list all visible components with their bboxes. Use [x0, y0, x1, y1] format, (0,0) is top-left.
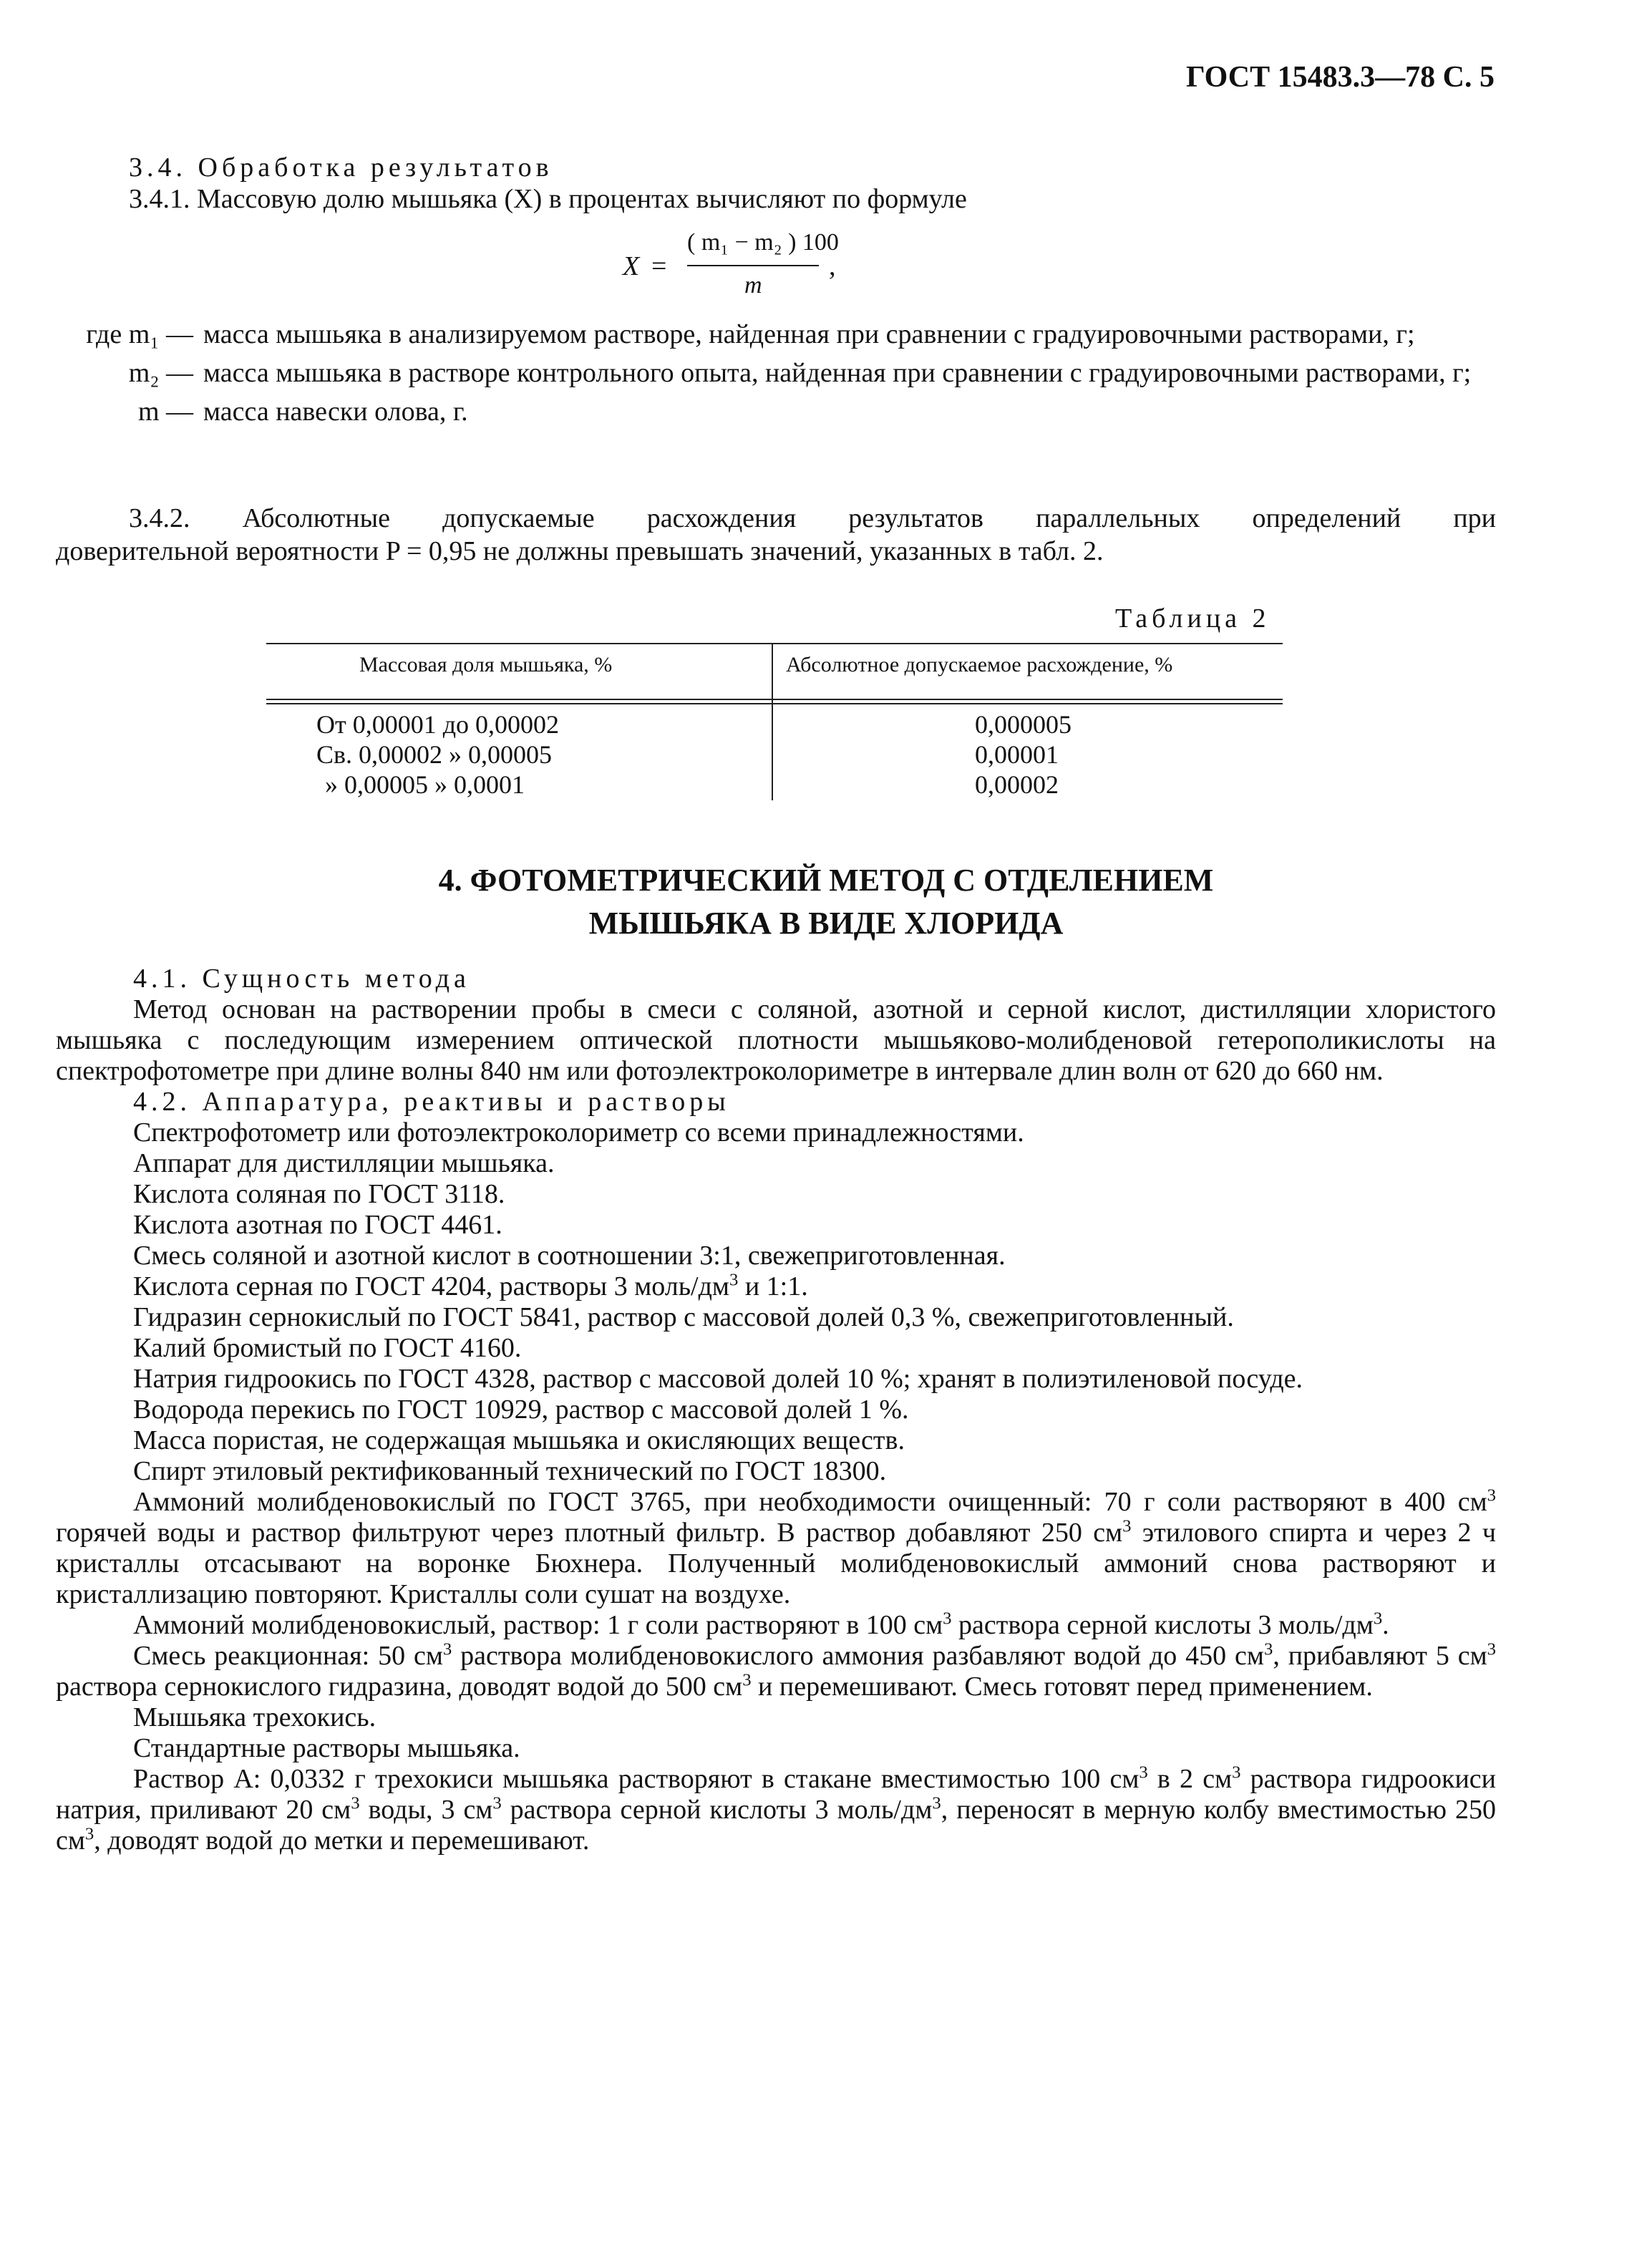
text-run: раствора гидроокиси натрия, приливают 20 см [56, 1764, 1496, 1825]
text-run: раствора серной кислоты 3 моль/дм [951, 1610, 1374, 1640]
table-cell-range: От 0,00001 до 0,00002 [316, 710, 560, 739]
list-item [56, 1641, 1496, 1702]
superscript: 3 [1373, 1609, 1383, 1629]
table-caption: Таблица 2 [1115, 603, 1270, 634]
superscript: 3 [442, 1639, 452, 1659]
formula-comma: , [829, 251, 836, 281]
text-run: и 1:1. [738, 1271, 808, 1301]
table-header-rule [266, 699, 1283, 704]
list-item: Мышьяка трехокись. [133, 1702, 376, 1732]
superscript: 3 [943, 1609, 952, 1629]
superscript: 3 [1122, 1516, 1132, 1536]
text-run: Кислота серная по ГОСТ 4204, растворы 3 моль/дм [133, 1271, 729, 1301]
section-4-1-title: 4.1. Сущность метода [133, 964, 470, 994]
text-run: горячей воды и раствор фильтруют через плотный фильтр. В раствор добавляют 250 см [56, 1518, 1123, 1548]
section-3-4-2-line1: 3.4.2. Абсолютные допускаемые расхождения результатов параллельных определений при [129, 503, 1496, 533]
list-item [56, 1610, 1496, 1641]
table-cell-value: 0,000005 [975, 710, 1072, 739]
section-3-4-title: 3.4. Обработка результатов [129, 152, 553, 183]
definition-row [50, 354, 1489, 392]
superscript: 3 [351, 1793, 360, 1813]
formula-denominator: m [744, 272, 762, 299]
section-4-title-line2: МЫШЬЯКА В ВИДЕ ХЛОРИДА [588, 906, 1064, 941]
table-header-mass-fraction: Массовая доля мышьяка, % [359, 653, 613, 677]
table-top-rule [266, 643, 1283, 644]
list-item: Кислота соляная по ГОСТ 3118. [133, 1179, 505, 1209]
text-run: Смесь реакционная: 50 см [133, 1641, 443, 1671]
text-run: , прибавляют 5 см [1273, 1641, 1487, 1671]
superscript: 3 [492, 1793, 502, 1813]
superscript: 3 [1139, 1762, 1148, 1783]
superscript: 3 [1487, 1485, 1496, 1505]
text-run: Раствор А: 0,0332 г трехокиси мышьяка растворяют в стакане вместимостью 100 см [133, 1764, 1140, 1794]
formula-lhs: X [623, 251, 640, 281]
definition-text: масса мышьяка в растворе контрольного опыта, найденная при сравнении с градуировочными растворами, г; [203, 358, 1472, 388]
list-item [56, 1487, 1496, 1610]
superscript: 3 [742, 1670, 752, 1690]
text-run: в 2 см [1147, 1764, 1233, 1794]
list-item: Кислота азотная по ГОСТ 4461. [133, 1210, 502, 1240]
text-run: этилового спирта и через 2 ч кристаллы отсасывают на воронке Бюхнера. Полученный молибденовокислый аммоний снова растворяют и кристаллизацию повторяют. Кристаллы соли сушат на воздухе. [56, 1518, 1497, 1609]
table-cell-range: Св. 0,00002 » 0,00005 [316, 740, 553, 769]
superscript: 3 [1487, 1639, 1496, 1659]
list-item: Смесь соляной и азотной кислот в соотношении 3:1, свежеприготовленная. [133, 1241, 1006, 1271]
definition-row [50, 315, 1489, 354]
superscript: 3 [84, 1824, 94, 1844]
list-item: Масса пористая, не содержащая мышьяка и окисляющих веществ. [133, 1425, 905, 1455]
superscript: 3 [932, 1793, 941, 1813]
list-item: Аппарат для дистилляции мышьяка. [133, 1148, 555, 1178]
section-4-2-title: 4.2. Аппаратура, реактивы и растворы [133, 1087, 730, 1117]
list-item: Гидразин сернокислый по ГОСТ 5841, раствор с массовой долей 0,3 %, свежеприготовленный. [133, 1302, 1234, 1332]
table-column-divider [772, 643, 773, 800]
list-item: Натрия гидроокись по ГОСТ 4328, раствор с массовой долей 10 %; хранят в полиэтиленовой посуде. [133, 1364, 1303, 1394]
formula-equals: = [651, 251, 667, 281]
list-item: Стандартные растворы мышьяка. [133, 1733, 520, 1763]
text-run: , переносят в мерную колбу вместимостью 250 см [56, 1795, 1496, 1856]
superscript: 3 [1263, 1639, 1273, 1659]
definition-term: m₂ — [128, 358, 193, 388]
section-3-4-1-text: 3.4.1. Массовую долю мышьяка (X) в процентах вычисляют по формуле [129, 184, 967, 214]
formula-numerator: ( m₁ − m₂ ) 100 [687, 229, 839, 256]
table-header-tolerance: Абсолютное допускаемое расхождение, % [786, 653, 1173, 677]
formula-definitions [50, 315, 1489, 431]
list-item [56, 1271, 1496, 1302]
page-header: ГОСТ 15483.3—78 С. 5 [1185, 61, 1495, 94]
text-run: Аммоний молибденовокислый, раствор: 1 г соли растворяют в 100 см [133, 1610, 943, 1640]
list-item: Спирт этиловый ректификованный технический по ГОСТ 18300. [133, 1456, 887, 1486]
definition-text: масса мышьяка в анализируемом растворе, найденная при сравнении с градуировочными растворами, г; [203, 319, 1415, 349]
definition-term: где m₁ — [86, 319, 193, 349]
text-run: Аммоний молибденовокислый по ГОСТ 3765, при необходимости очищенный: 70 г соли растворяют в 400 см [133, 1487, 1487, 1517]
text-run: раствора сернокислого гидразина, доводят водой до 500 см [56, 1672, 743, 1702]
formula-fraction-bar [687, 265, 819, 266]
table-cell-range: » 0,00005 » 0,0001 [325, 770, 525, 799]
text-run: раствора молибденовокислого аммония разбавляют водой до 450 см [452, 1641, 1264, 1671]
table-cell-value: 0,00001 [975, 740, 1059, 769]
superscript: 3 [729, 1270, 739, 1290]
text-run: воды, 3 см [359, 1795, 493, 1825]
text-run: и перемешивают. Смесь готовят перед применением. [751, 1672, 1373, 1702]
list-item: Спектрофотометр или фотоэлектроколориметр со всеми принадлежностями. [133, 1117, 1024, 1148]
superscript: 3 [1232, 1762, 1241, 1783]
list-item [56, 1764, 1496, 1856]
section-4-title-line1: 4. ФОТОМЕТРИЧЕСКИЙ МЕТОД С ОТДЕЛЕНИЕМ [438, 863, 1214, 898]
section-3-4-2-line2: доверительной вероятности P = 0,95 не должны превышать значений, указанных в табл. 2. [56, 536, 1104, 566]
definition-text: масса навески олова, г. [203, 397, 468, 427]
list-item: Водорода перекись по ГОСТ 10929, раствор с массовой долей 1 %. [133, 1395, 909, 1425]
text-run: раствора серной кислоты 3 моль/дм [501, 1795, 933, 1825]
definition-row [50, 392, 1489, 431]
table-cell-value: 0,00002 [975, 770, 1059, 799]
definition-term: m — [137, 397, 193, 427]
section-4-body [56, 964, 1496, 1856]
list-item: Калий бромистый по ГОСТ 4160. [133, 1333, 522, 1363]
text-run: . [1382, 1610, 1389, 1640]
section-4-1-text: Метод основан на растворении пробы в смеси с соляной, азотной и серной кислот, дистилляции хлористого мышьяка с последующим измерением оптической плотности мышьяково-молибденовой гетерополикислоты на спектрофотометре при длине волны 840 нм или фотоэлектроколориметре в интервале длин волн от 620 до 660 нм. [56, 994, 1496, 1086]
text-run: , доводят водой до метки и перемешивают. [94, 1825, 590, 1856]
